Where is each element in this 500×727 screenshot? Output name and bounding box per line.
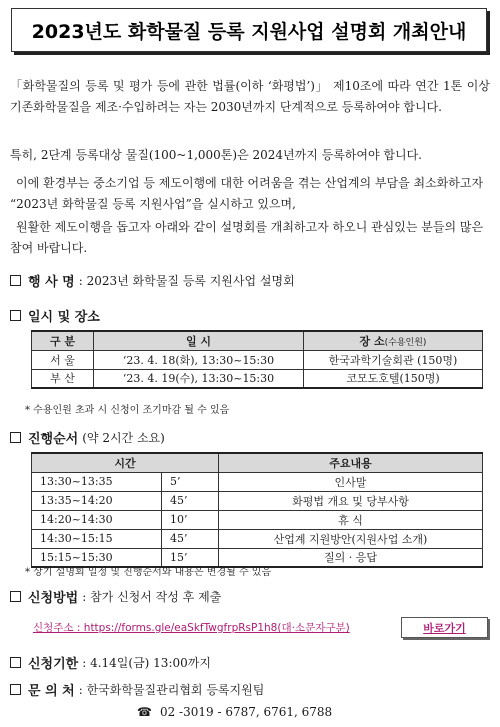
phone-number: 02 -3019 - 6787, 6761, 6788 xyxy=(159,705,333,719)
checkbox-square-icon xyxy=(10,275,21,286)
table-header-row xyxy=(32,331,483,350)
row-content: 질의 · 응답 xyxy=(219,548,483,567)
program-table xyxy=(31,452,483,568)
checkbox-square-icon xyxy=(10,684,21,695)
event-section xyxy=(10,271,490,290)
deadline-section xyxy=(10,653,490,672)
contact-value: : 한국화학물질관리협회 등록지원팀 xyxy=(78,683,265,697)
row-time: 15:15~15:30 xyxy=(32,548,162,567)
row-datetime: ‘23. 4. 19(수), 13:30~15:30 xyxy=(94,369,304,388)
contact-phone xyxy=(137,705,332,719)
schedule-label: 일시 및 장소 xyxy=(28,310,100,325)
row-duration: 5’ xyxy=(162,472,219,491)
header-division: 구 분 xyxy=(32,331,94,350)
row-duration: 15’ xyxy=(162,548,219,567)
phone-icon: ☎ xyxy=(137,705,152,719)
contact-label: 문 의 처 xyxy=(28,684,75,699)
row-content: 인사말 xyxy=(219,472,483,491)
row-time: 13:30~13:35 xyxy=(32,472,162,491)
row-time: 14:20~14:30 xyxy=(32,510,162,529)
header-venue-note: (수용인원) xyxy=(384,337,427,348)
row-duration: 45’ xyxy=(162,529,219,548)
apply-value: : 참가 신청서 작성 후 제출 xyxy=(82,590,222,604)
program-note: * 상기 설명회 일정 및 진행순서와 내용은 변경될 수 있음 xyxy=(25,567,272,578)
checkbox-square-icon xyxy=(10,591,21,602)
checkbox-square-icon xyxy=(10,310,21,321)
apply-section xyxy=(10,587,490,606)
row-duration: 45’ xyxy=(162,491,219,510)
event-label: 행 사 명 xyxy=(28,275,75,290)
row-division: 부 산 xyxy=(32,369,94,388)
table-row xyxy=(32,491,483,510)
header-time: 시간 xyxy=(32,453,219,472)
header-datetime: 일 시 xyxy=(94,331,304,350)
intro-paragraph-2: 특히, 2단계 등록대상 물질(100~1,000톤)은 2024년까지 등록하여야 합니다. xyxy=(10,148,422,162)
schedule-note: * 수용인원 초과 시 신청이 조기마감 될 수 있음 xyxy=(25,405,230,416)
apply-link-row xyxy=(33,617,488,638)
header-venue xyxy=(304,331,483,350)
schedule-table xyxy=(31,330,483,389)
header-content: 주요내용 xyxy=(219,453,483,472)
intro-paragraph-3: 이에 환경부는 중소기업 등 제도이행에 대한 어려움을 겪는 산업계의 부담을 최소화하고자 “2023년 화학물질 등록 지원사업”을 실시하고 있으며, xyxy=(10,176,484,211)
row-venue: 한국과학기술회관 (150명) xyxy=(304,350,483,369)
deadline-label: 신청기한 xyxy=(28,657,79,672)
event-value: : 2023년 화학물질 등록 지원사업 설명회 xyxy=(78,274,295,288)
program-section xyxy=(10,428,490,447)
contact-section xyxy=(10,680,490,699)
intro-paragraph-4: 원활한 제도이행을 돕고자 아래와 같이 설명회를 개최하고자 하오니 관심있는 분들의 많은 참여 바랍니다. xyxy=(10,220,484,255)
row-content: 산업계 지원방안(지원사업 소개) xyxy=(219,529,483,548)
row-division: 서 울 xyxy=(32,350,94,369)
row-datetime: ‘23. 4. 18(화), 13:30~15:30 xyxy=(94,350,304,369)
apply-label: 신청방법 xyxy=(28,591,79,606)
row-venue: 코모도호텔(150명) xyxy=(304,369,483,388)
program-sub: (약 2시간 소요) xyxy=(82,431,165,445)
header-venue-text: 장 소 xyxy=(359,334,385,348)
schedule-section xyxy=(10,306,490,325)
checkbox-square-icon xyxy=(10,432,21,443)
deadline-value: : 4.14일(금) 13:00까지 xyxy=(82,656,211,670)
checkbox-square-icon xyxy=(10,657,21,668)
apply-url-link[interactable]: 신청주소 : https://forms.gle/eaSkfTwgfrpRsP1h8(대·소문자구분) xyxy=(33,622,350,634)
row-time: 13:35~14:20 xyxy=(32,491,162,510)
page-title: 2023년도 화학물질 등록 지원사업 설명회 개최안내 xyxy=(11,8,487,52)
go-button[interactable]: 바로가기 xyxy=(401,617,488,638)
row-time: 14:30~15:15 xyxy=(32,529,162,548)
table-row xyxy=(32,529,483,548)
row-content: 휴 식 xyxy=(219,510,483,529)
table-row xyxy=(32,510,483,529)
row-duration: 10’ xyxy=(162,510,219,529)
table-row xyxy=(32,472,483,491)
table-row xyxy=(32,369,483,388)
table-row xyxy=(32,350,483,369)
table-header-row xyxy=(32,453,483,472)
intro-paragraph-1: 「화학물질의 등록 및 평가 등에 관한 법률(이하 ‘화평법’)」 제10조에 따라 연간 1톤 이상 기존화학물질을 제조·수입하려는 자는 2030년까지 단계적으로 등록하여야 합니다. xyxy=(10,79,490,114)
row-content: 화평법 개요 및 당부사항 xyxy=(219,491,483,510)
program-label: 진행순서 xyxy=(28,432,79,447)
